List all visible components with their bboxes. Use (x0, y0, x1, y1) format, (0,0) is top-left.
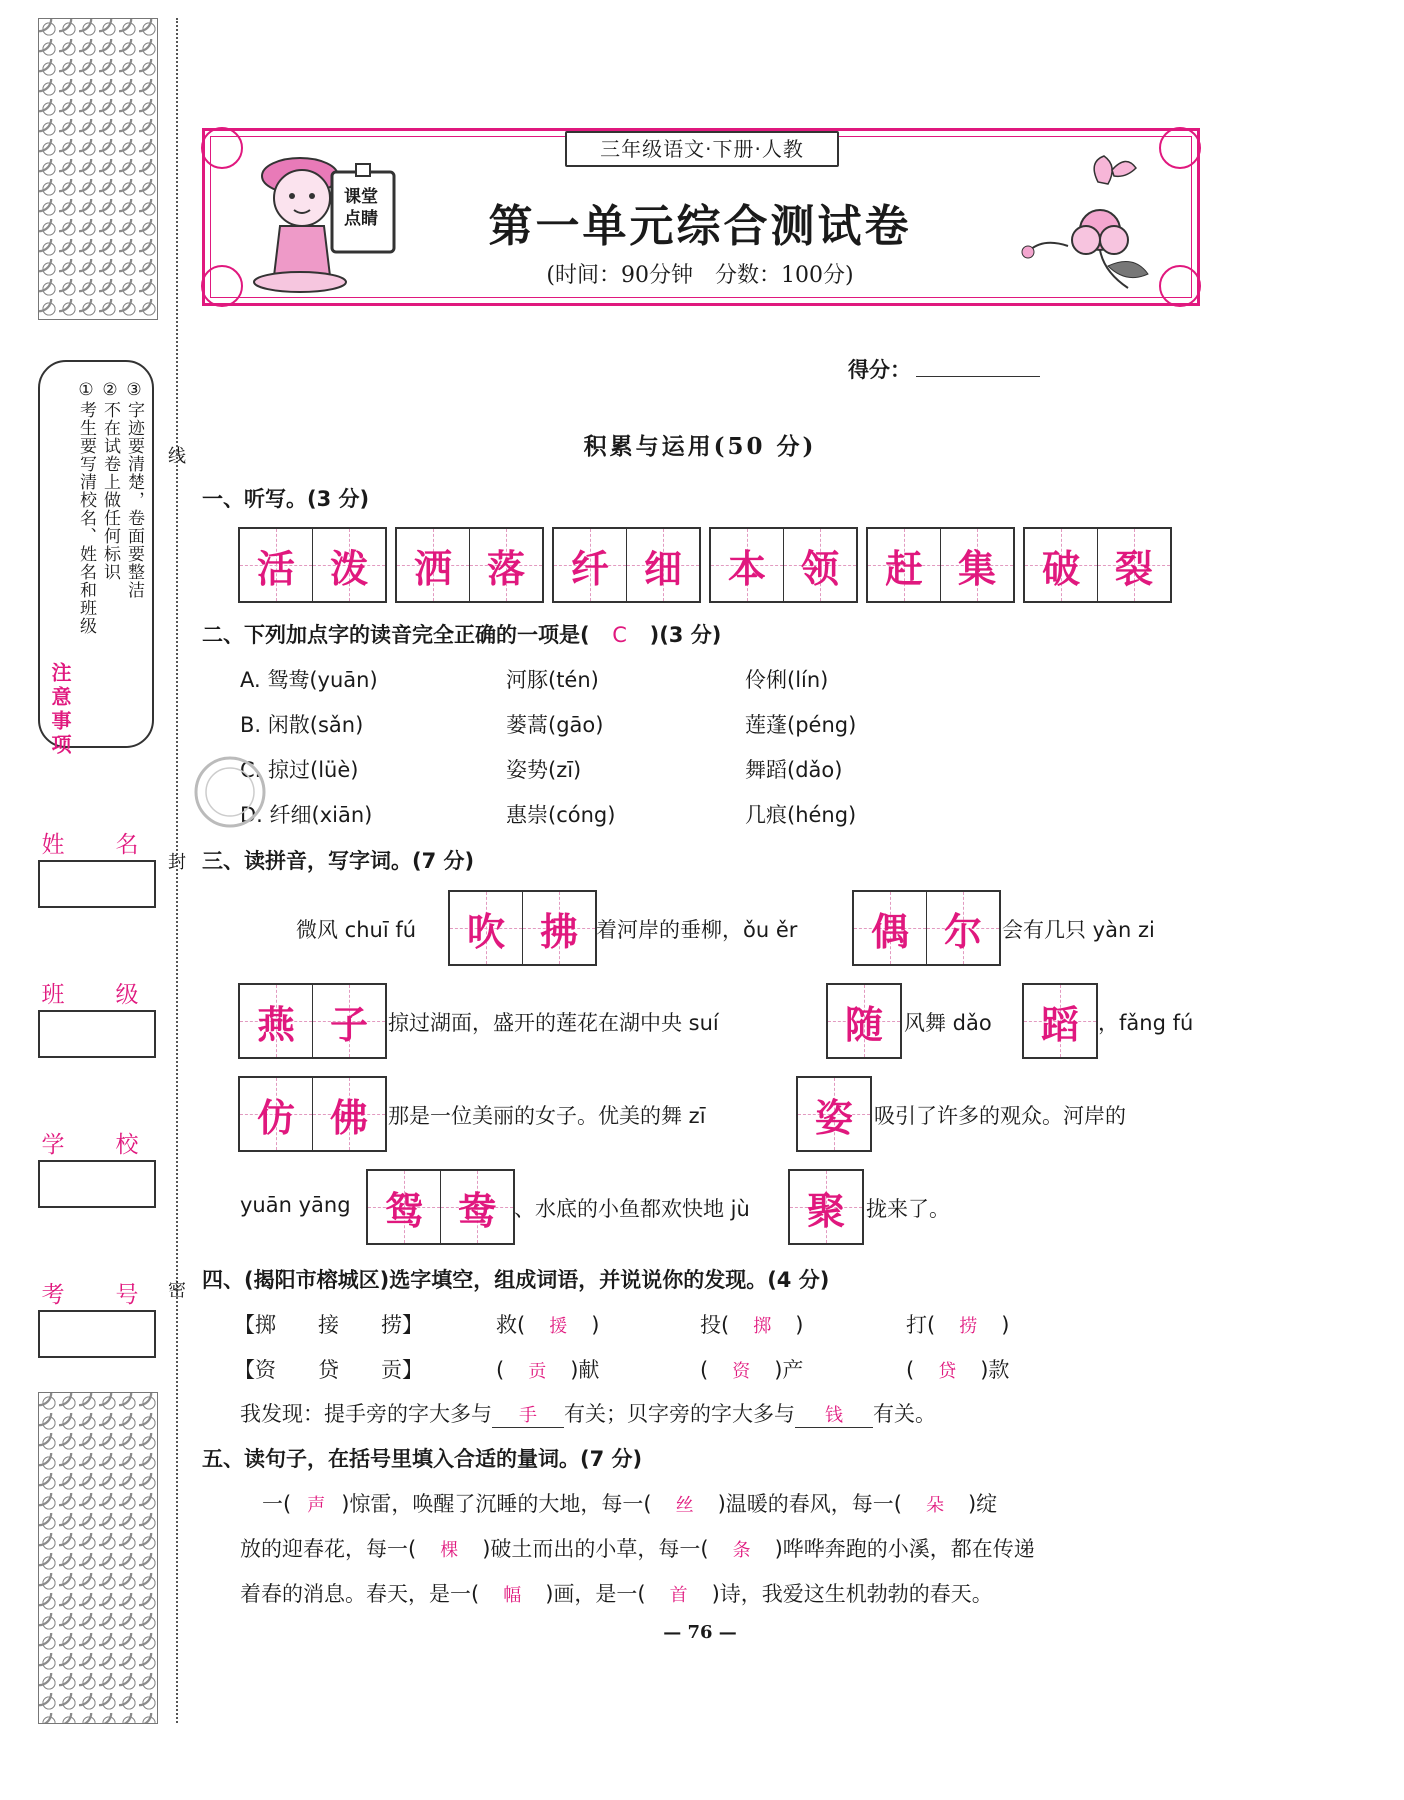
name-field[interactable] (38, 860, 156, 908)
girl-illustration (240, 136, 410, 294)
homework-stamp (190, 752, 270, 832)
q5-line-2: 放的迎春花，每一( 棵 )破土而出的小草，每一( 条 )哗哗奔跑的小溪，都在传递 (240, 1537, 1035, 1561)
section-title: 积累与运用(50 分) (583, 433, 817, 460)
name-label: 姓 名 (41, 832, 153, 858)
notice-line-1: ①考生要写清校名、姓名和班级 (76, 380, 96, 635)
q2-option-c-3: 舞蹈(dǎo) (745, 758, 843, 782)
q1-word-2: 洒 落 (395, 527, 544, 603)
q3-answer-dao: 蹈 (1022, 983, 1098, 1059)
q4-item-5: ( 资 )产 (700, 1358, 804, 1382)
q4-item-4: ( 贡 )献 (496, 1358, 600, 1382)
q2-option-a-2: 河豚(tén) (506, 668, 599, 692)
q3-text-4c: 拢来了。 (866, 1197, 950, 1221)
q2-option-c-1: C. 掠过(lüè) (240, 758, 359, 782)
q3-answer-ju: 聚 (788, 1169, 864, 1245)
notice-box (38, 360, 154, 758)
q4-group-1: 【掷 接 捞】 (234, 1313, 423, 1337)
q3-answer-sui: 随 (826, 983, 902, 1059)
page-title: 第一单元综合测试卷 (488, 201, 912, 252)
q3-text-2c: ，fǎng fú (1098, 1011, 1194, 1035)
time-score-info: (时间：90分钟 分数：100分) (546, 263, 854, 288)
q1-word-3: 纤 细 (552, 527, 701, 603)
q4-title: 四、(揭阳市榕城区)选字填空，组成词语，并说说你的发现。(4 分) (202, 1268, 830, 1292)
q2-answer: C (612, 623, 627, 647)
margin-mark-seal: 封 (168, 852, 186, 873)
q3-text-1a: 微风 chuī fú (296, 918, 417, 942)
class-field[interactable] (38, 1010, 156, 1058)
q1-word-4: 本 领 (709, 527, 858, 603)
q3-title: 三、读拼音，写字词。(7 分) (202, 849, 475, 873)
score-field[interactable] (916, 376, 1040, 377)
score-label: 得分： (848, 358, 911, 382)
q4-finding: 我发现：提手旁的字大多与 手 有关；贝字旁的字大多与 钱 有关。 (240, 1402, 936, 1426)
school-field[interactable] (38, 1160, 156, 1208)
q3-text-2b: 风舞 dǎo (904, 1011, 992, 1035)
q3-answer-ouer: 偶 尔 (852, 890, 1001, 966)
decorative-pattern-bottom (38, 1392, 158, 1724)
decorative-pattern-top (38, 18, 158, 320)
q5-line-1: 一( 声 )惊雷，唤醒了沉睡的大地，每一( 丝 )温暖的春风，每一( 朵 )绽 (262, 1492, 998, 1516)
school-label: 学 校 (41, 1132, 153, 1158)
q4-finding-answer-2: 钱 (795, 1401, 873, 1428)
q3-text-1b: 着河岸的垂柳，ǒu ěr (596, 918, 798, 942)
q4-item-2: 投( 掷 ) (700, 1313, 804, 1337)
q2-option-c-2: 姿势(zī) (506, 758, 582, 782)
notice-line-3: ③字迹要清楚，卷面要整洁 (124, 380, 144, 599)
q3-text-3a: 那是一位美丽的女子。优美的舞 zī (388, 1104, 706, 1128)
notice-line-2: ②不在试卷上做任何标识 (100, 380, 120, 581)
q3-text-4b: 、水底的小鱼都欢快地 jù (514, 1197, 750, 1221)
q2-option-a-1: A. 鸳鸯(yuān) (240, 668, 378, 692)
q1-title: 一、听写。(3 分) (202, 487, 370, 511)
q3-answer-zi: 姿 (796, 1076, 872, 1152)
q4-item-3: 打( 捞 ) (906, 1313, 1010, 1337)
q5-title: 五、读句子，在括号里填入合适的量词。(7 分) (202, 1447, 643, 1471)
q4-item-1: 救( 援 ) (496, 1313, 600, 1337)
q4-group-2: 【资 贷 贡】 (234, 1358, 423, 1382)
badge-text: 课堂点睛 (344, 187, 378, 229)
q2-option-b-1: B. 闲散(sǎn) (240, 713, 364, 737)
q2-option-a-3: 伶俐(lín) (745, 668, 829, 692)
q3-text-4a: yuān yāng (240, 1193, 351, 1217)
margin-mark-secret: 密 (168, 1280, 186, 1301)
q3-text-2a: 掠过湖面，盛开的莲花在湖中央 suí (388, 1011, 719, 1035)
q3-text-3b: 吸引了许多的观众。河岸的 (874, 1104, 1126, 1128)
flower-illustration (1008, 142, 1178, 292)
q4-item-6: ( 贷 )款 (906, 1358, 1010, 1382)
q2-title: 二、下列加点字的读音完全正确的一项是( C )(3 分) (202, 623, 722, 647)
q3-text-1c: 会有几只 yàn zi (1002, 918, 1155, 942)
q2-option-d-2: 惠崇(cóng) (506, 803, 616, 827)
q2-option-b-3: 莲蓬(péng) (745, 713, 857, 737)
notice-title: 注意事项 (48, 662, 72, 758)
q3-answer-yuanyang: 鸳 鸯 (366, 1169, 515, 1245)
q1-word-1: 活 泼 (238, 527, 387, 603)
q5-line-3: 着春的消息。春天，是一( 幅 )画，是一( 首 )诗，我爱这生机勃勃的春天。 (240, 1582, 993, 1606)
q2-option-b-2: 蒌蒿(gāo) (506, 713, 604, 737)
page-number: — 76 — (663, 1622, 737, 1643)
exam-number-label: 考 号 (41, 1282, 153, 1308)
q2-option-d-1: D. 纤细(xiān) (240, 803, 373, 827)
q3-answer-fangfu: 仿 佛 (238, 1076, 387, 1152)
class-label: 班 级 (41, 982, 153, 1008)
q1-word-6: 破 裂 (1023, 527, 1172, 603)
grade-tag: 三年级语文·下册·人教 (565, 131, 839, 167)
exam-number-field[interactable] (38, 1310, 156, 1358)
q3-answer-yanzi: 燕 子 (238, 983, 387, 1059)
q1-word-5: 赶 集 (866, 527, 1015, 603)
q3-answer-chuifu: 吹 拂 (448, 890, 597, 966)
q4-finding-answer-1: 手 (492, 1401, 564, 1428)
margin-mark-line: 线 (168, 446, 186, 467)
q2-option-d-3: 几痕(héng) (745, 803, 857, 827)
